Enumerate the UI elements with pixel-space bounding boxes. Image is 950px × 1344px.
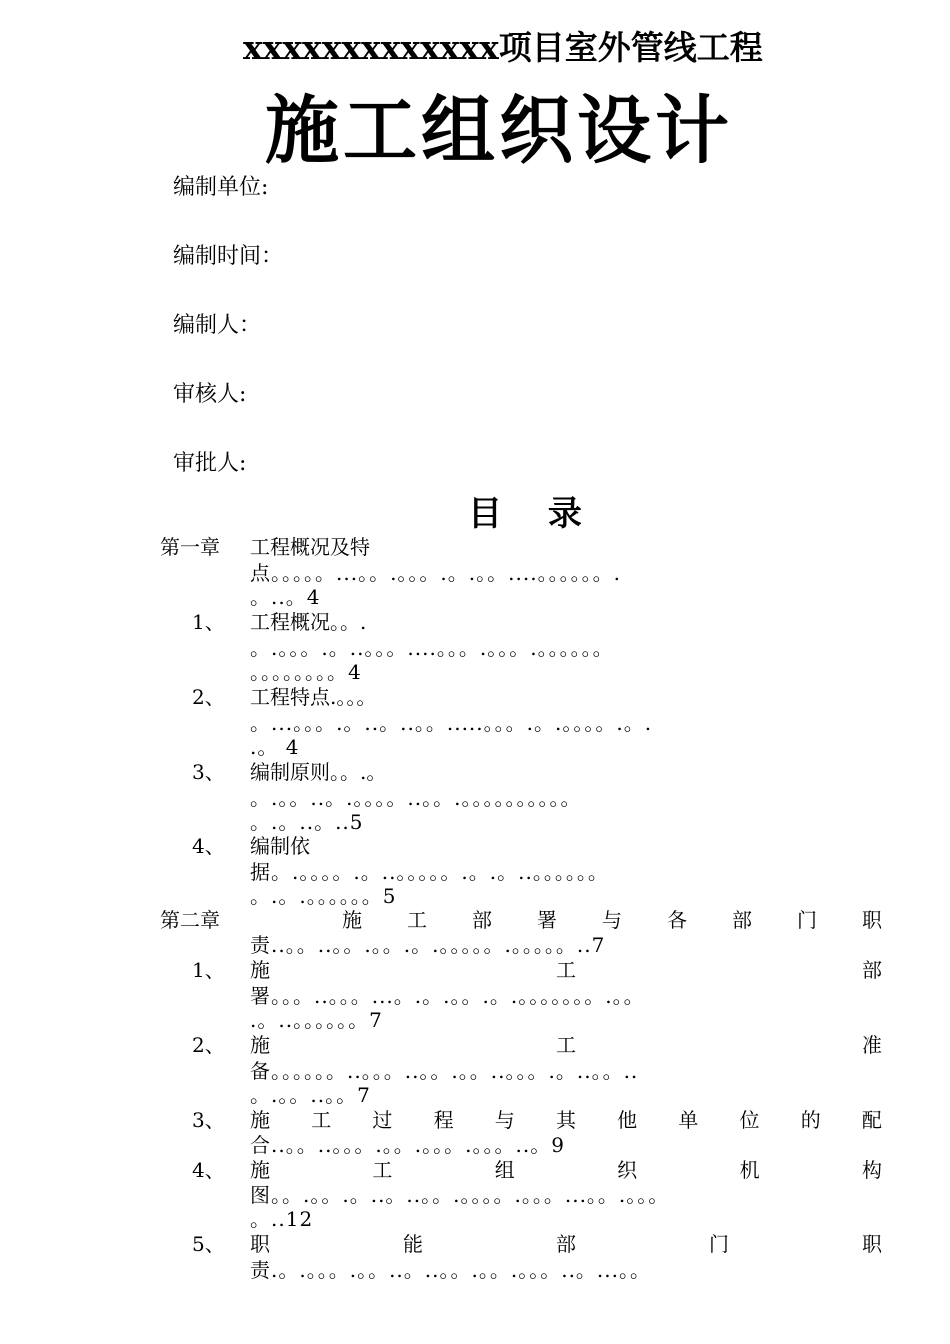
toc-entry-leader: 。...。。。.。..。..。。.....。。。.。.。。。。.。.: [250, 711, 653, 735]
toc-entry-page: 。.。。..。。7: [250, 1083, 371, 1107]
toc-title-char: 其: [555, 1108, 576, 1132]
field-approver: 审批人:: [173, 451, 247, 476]
toc-entry-title: 工程概况及特: [250, 535, 370, 559]
toc-title-char: 工: [556, 1033, 576, 1057]
toc-title-char: 施: [250, 1033, 270, 1057]
toc-entry-leader: 据。.。。。。.。..。。。。。.。.。..。。。。。。: [250, 860, 609, 884]
toc-title-char: 能: [403, 1232, 423, 1256]
toc-heading-char-1: 目: [468, 494, 502, 534]
toc-title-char: 施: [250, 958, 270, 982]
toc-title-char: 部: [732, 908, 752, 932]
toc-entry-leader: 点。。。。。...。。.。。。.。.。。....。。。。。。.: [250, 561, 621, 585]
toc-title-char: 位: [739, 1108, 760, 1132]
toc-title-char: 部: [862, 958, 882, 982]
toc-entry-title: 编制依: [250, 834, 310, 858]
toc-title-char: 与: [602, 908, 622, 932]
toc-title-char: 组: [494, 1158, 515, 1182]
toc-entry-number: 第一章: [160, 535, 220, 559]
toc-entry-leader: 。.。。。.。..。。。....。。。.。。。.。。。。。。: [250, 636, 614, 660]
toc-entry-number: 4、: [192, 834, 225, 858]
toc-entry-title: [250, 1232, 882, 1256]
toc-entry-title: [250, 1158, 882, 1182]
toc-entry-number: 2、: [192, 685, 225, 709]
toc-title-char: 工: [407, 908, 427, 932]
toc-title-char: 工: [556, 958, 576, 982]
toc-title-char: 施: [250, 1108, 270, 1132]
toc-entry-leader: 。.。。..。.。。。。..。。.。。。。。。。。。。: [250, 786, 582, 810]
toc-title-char: 他: [617, 1108, 638, 1132]
toc-entry-leader: 责.。.。。。.。。..。..。。.。。.。。。..。...。。: [250, 1258, 652, 1282]
toc-title-char: 署: [537, 908, 557, 932]
toc-entry-title: [250, 1033, 882, 1057]
toc-title-char: 构: [861, 1158, 882, 1182]
toc-title-char: 配: [861, 1108, 882, 1132]
toc-entry-page: 。。。。。。。。4: [250, 660, 362, 684]
toc-entry-number: 4、: [192, 1158, 225, 1182]
cover-subtitle: xxxxxxxxxxxxx项目室外管线工程: [243, 28, 763, 67]
field-compile-date: 编制时间：: [173, 244, 284, 269]
toc-title-char: 职: [250, 1232, 270, 1256]
toc-title-char: 过: [372, 1108, 393, 1132]
toc-title-char: 门: [797, 908, 817, 932]
field-compiler: 编制人：: [173, 313, 262, 338]
toc-entry-title: 工程概况。。.: [250, 610, 367, 634]
toc-entry-number: 5、: [192, 1232, 225, 1256]
toc-title-char: 程: [433, 1108, 454, 1132]
toc-entry-title: [342, 908, 882, 932]
toc-entry-leader: 署。。。..。。。...。.。.。。.。.。。。。。。。.。。: [250, 984, 645, 1008]
toc-entry-title: [250, 958, 882, 982]
toc-entry-page: .。 4: [250, 735, 300, 759]
toc-heading-char-2: 录: [547, 494, 582, 534]
toc-title-char: 各: [667, 908, 687, 932]
toc-title-char: 部: [556, 1232, 576, 1256]
toc-entry-title: 工程特点.。。。: [250, 685, 377, 709]
toc-title-char: 工: [372, 1158, 393, 1182]
toc-entry-leader: 责..。。..。。.。。.。.。。。。。.。。。。。..7: [250, 933, 606, 957]
toc-title-char: 职: [862, 908, 882, 932]
toc-entry-title: 编制原则。。.。: [250, 760, 387, 784]
toc-entry-title: [250, 1108, 882, 1132]
toc-entry-leader: 图。。.。。.。..。..。。.。。。。.。。。...。。.。。。: [250, 1183, 670, 1207]
field-compile-unit: 编制单位:: [173, 175, 269, 200]
toc-entry-number: 3、: [192, 1108, 225, 1132]
toc-entry-number: 2、: [192, 1033, 225, 1057]
toc-entry-leader: 备。。。。。。..。。。..。。.。。..。。。.。..。。..: [250, 1059, 639, 1083]
toc-title-char: 施: [250, 1158, 270, 1182]
toc-title-char: 机: [739, 1158, 760, 1182]
toc-title-char: 准: [862, 1033, 882, 1057]
toc-entry-page: 。.。.。。。。。。5: [250, 884, 397, 908]
toc-entry-page: 。..。4: [250, 585, 321, 609]
toc-entry-page: .。..。。。。。。7: [250, 1008, 383, 1032]
toc-entry-number: 1、: [192, 958, 225, 982]
toc-title-char: 工: [311, 1108, 332, 1132]
toc-title-char: 单: [678, 1108, 699, 1132]
cover-title: 施工组织设计: [265, 88, 733, 174]
toc-title-char: 的: [800, 1108, 821, 1132]
toc-entry-number: 第二章: [160, 908, 220, 932]
toc-title-char: 职: [862, 1232, 882, 1256]
toc-entry-page: 。..12: [250, 1207, 314, 1231]
toc-entry-number: 1、: [192, 610, 225, 634]
field-reviewer: 审核人:: [173, 382, 247, 407]
toc-entry-leader: 合..。。..。。。.。。.。。。.。。。..。9: [250, 1133, 565, 1157]
toc-title-char: 与: [494, 1108, 515, 1132]
toc-title-char: 施: [342, 908, 362, 932]
toc-entry-page: 。.。..。..5: [250, 810, 364, 834]
toc-title-char: 门: [709, 1232, 729, 1256]
toc-heading: [468, 486, 582, 535]
toc-title-char: 织: [617, 1158, 638, 1182]
toc-entry-number: 3、: [192, 760, 225, 784]
toc-title-char: 部: [472, 908, 492, 932]
